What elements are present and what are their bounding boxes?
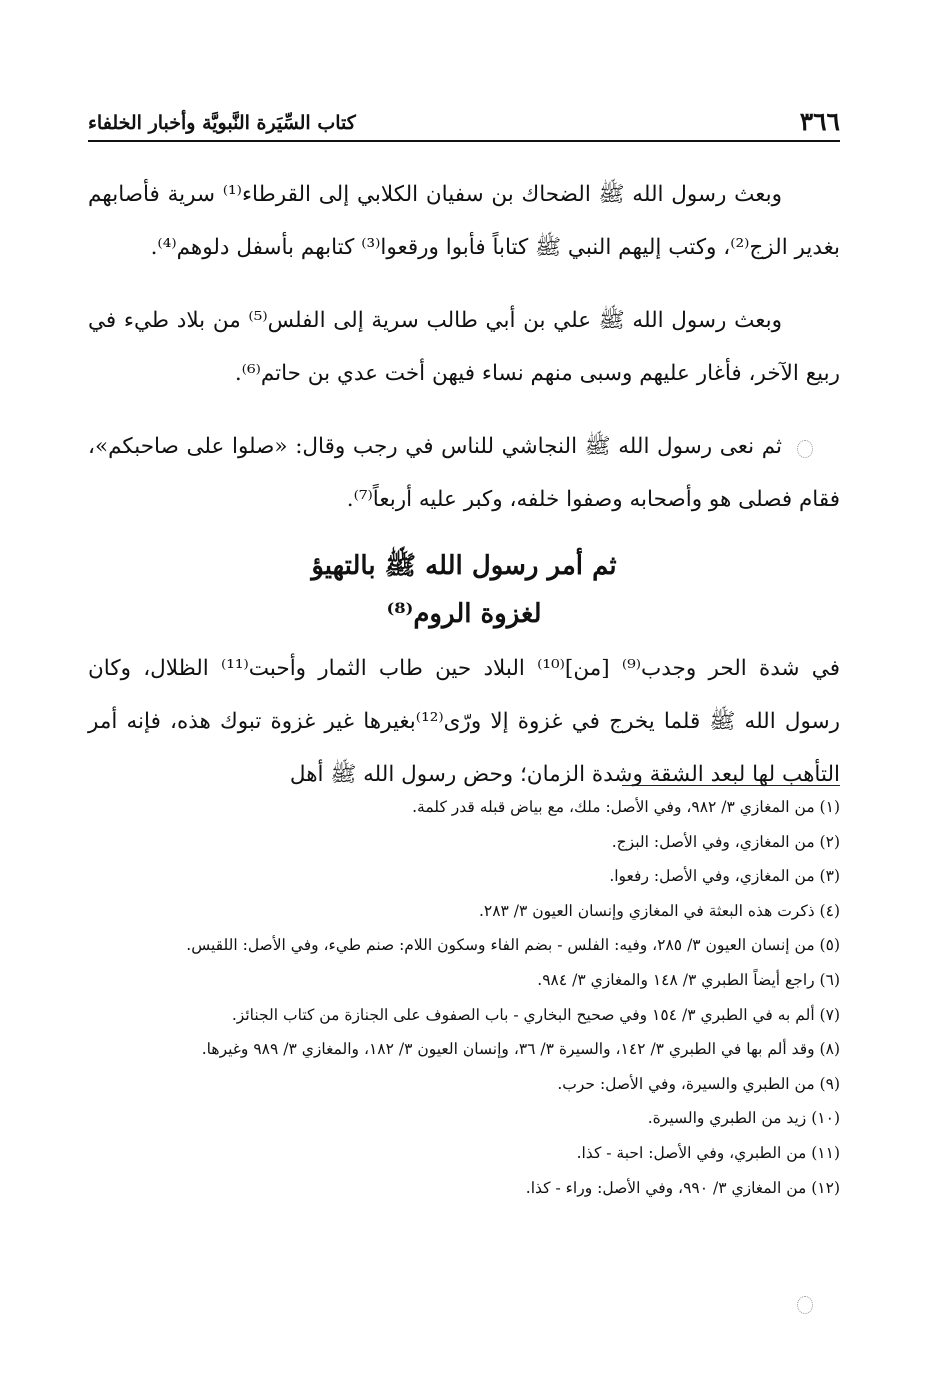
footnote: (٢) من المغازي، وفي الأصل: البزج. <box>611 832 840 851</box>
paragraph: ثم نعى رسول الله ﷺ النجاشي للناس في رجب وقال: «صلوا على صاحبكم»، فقام فصلى هو وأصحابه وصفوا خلفه، وكبر عليه أربعاً⁽⁷⁾. <box>88 434 840 512</box>
ink-speck <box>797 440 813 458</box>
paragraph: وبعث رسول الله ﷺ علي بن أبي طالب سرية إلى الفلس⁽⁵⁾ من بلاد طيء في ربيع الآخر، فأغار عليهم وسبى منهم نساء فيهن أخت عدي بن حاتم⁽⁶⁾. <box>88 308 840 386</box>
footnote-separator <box>622 785 840 786</box>
paragraph: في شدة الحر وجدب⁽⁹⁾ [من]⁽¹⁰⁾ البلاد حين طاب الثمار وأحبت⁽¹¹⁾ الظلال، وكان رسول الله ﷺ قلما يخرج في غزوة إلا ورّى⁽¹²⁾بغيرها غير غزوة تبوك هذه، فإنه أمر التأهب لها لبعد الشقة وشدة الزمان؛ وحض رسول الله ﷺ أهل <box>88 656 841 787</box>
section-heading: ثم أمر رسول الله ﷺ بالتهيؤ <box>311 551 617 581</box>
page-number: ٣٦٦ <box>799 107 840 136</box>
footnote: (٨) وقد ألم بها في الطبري ٣/ ١٤٢، والسيرة ٣/ ٣٦، وإنسان العيون ٣/ ١٨٢، والمغازي ٣/ ٩٨٩ وغيرها. <box>201 1040 840 1059</box>
ink-speck <box>797 1296 813 1314</box>
footnote: (٥) من إنسان العيون ٣/ ٢٨٥، وفيه: الفلس - بضم الفاء وسكون اللام: صنم طيء، وفي الأصل: اللقيس. <box>186 936 840 955</box>
footnote: (١٢) من المغازي ٣/ ٩٩٠، وفي الأصل: وراء - كذا. <box>525 1178 840 1197</box>
footnote: (٦) راجع أيضاً الطبري ٣/ ١٤٨ والمغازي ٣/ ٩٨٤. <box>537 970 840 989</box>
footnote: (٧) ألم به في الطبري ٣/ ١٥٤ وفي صحيح البخاري - باب الصفوف على الجنازة من كتاب الجنائز. <box>231 1005 840 1024</box>
footnote: (٩) من الطبري والسيرة، وفي الأصل: حرب. <box>557 1074 840 1093</box>
section-heading-continued: لغزوة الروم⁽⁸⁾ <box>386 599 542 629</box>
footnote: (١) من المغازي ٣/ ٩٨٢، وفي الأصل: ملك، مع بياض قبله قدر كلمة. <box>412 798 840 816</box>
page-header <box>88 96 840 142</box>
footnote: (١١) من الطبري، وفي الأصل: احبة - كذا. <box>576 1143 840 1162</box>
footnote: (١٠) زيد من الطبري والسيرة. <box>647 1109 840 1128</box>
paragraph: وبعث رسول الله ﷺ الضحاك بن سفيان الكلابي إلى القرطاء⁽¹⁾ سرية فأصابهم بغدير الزج⁽²⁾، وكتب إليهم النبي ﷺ كتاباً فأبوا ورقعوا⁽³⁾ كتابهم بأسفل دلوهم⁽⁴⁾. <box>88 182 840 260</box>
footnote: (٤) ذكرت هذه البعثة في المغازي وإنسان العيون ٣/ ٢٨٣. <box>478 901 840 920</box>
footnotes <box>78 790 840 1205</box>
running-title: كتاب السِّيَرة النَّبويَّة وأخبار الخلفاء <box>88 112 356 134</box>
footnote: (٣) من المغازي، وفي الأصل: رفعوا. <box>609 867 840 886</box>
main-text <box>88 168 840 801</box>
